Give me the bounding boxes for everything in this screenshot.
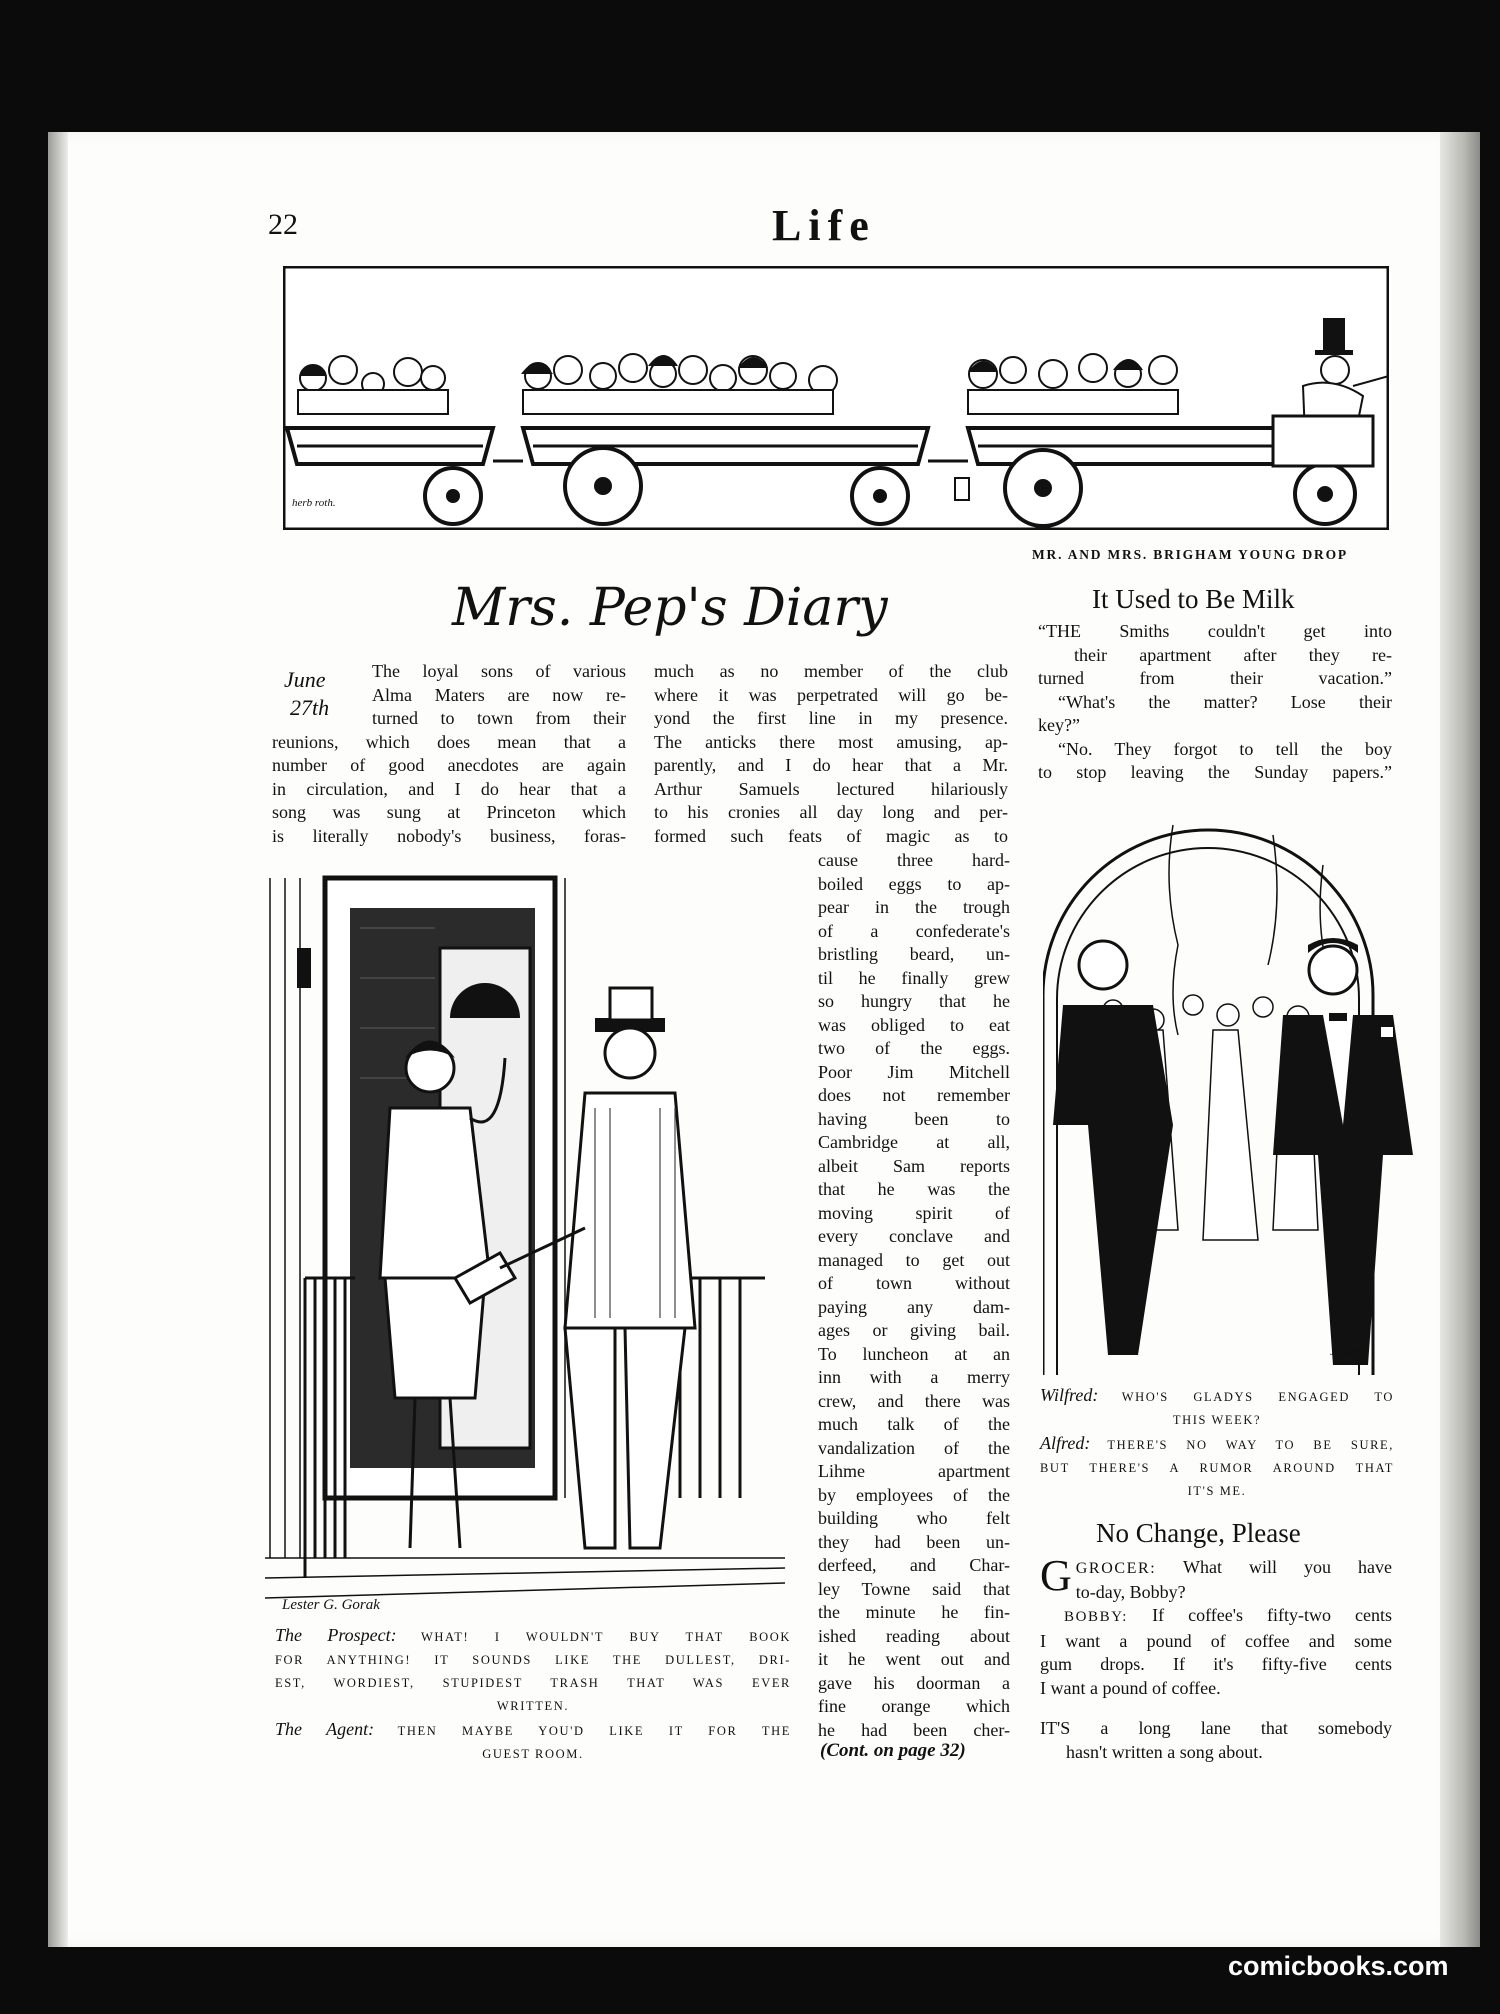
- diary-line: two of the eggs.: [818, 1038, 1010, 1058]
- diary-line: turned to town from their: [372, 708, 626, 728]
- prospect-line: WRITTEN.: [496, 1699, 570, 1713]
- milk-line: to stop leaving the Sunday papers.”: [1038, 762, 1392, 782]
- diary-line: much talk of the: [818, 1414, 1010, 1434]
- diary-line: it he went out and: [818, 1649, 1010, 1669]
- diary-title: Mrs. Pep's Diary: [452, 578, 888, 638]
- diary-line: is literally nobody's business, foras-: [272, 825, 626, 846]
- diary-line: crew, and there was: [818, 1390, 1010, 1411]
- diary-line: song was sung at Princeton which: [272, 802, 626, 822]
- milk-line: “THE Smiths couldn't get into: [1038, 621, 1392, 641]
- diary-line: yond the first line in my presence.: [654, 708, 1008, 728]
- alfred-line: BUT THERE'S A RUMOR AROUND THAT: [1040, 1461, 1394, 1475]
- no-change-title: No Change, Please: [1096, 1518, 1301, 1548]
- wilfred-line: WHO'S GLADYS ENGAGED TO: [1121, 1390, 1394, 1404]
- door-cartoon-signature: Lester G. Gorak: [282, 1597, 380, 1613]
- page-number: 22: [268, 208, 298, 241]
- diary-line: pear in the trough: [818, 897, 1010, 917]
- diary-column-2-top: [654, 660, 1008, 848]
- wagon-cartoon-caption: MR. AND MRS. BRIGHAM YOUNG DROP: [1032, 547, 1348, 562]
- wagon-cartoon-signature: herb roth.: [292, 497, 336, 509]
- diary-line: Poor Jim Mitchell: [818, 1061, 1010, 1082]
- diary-line: he had been cher-: [818, 1719, 1010, 1740]
- magazine-masthead: Life: [772, 201, 876, 250]
- grocer-line: What will you have: [1183, 1557, 1392, 1577]
- prospect-line: EST, WORDIEST, STUPIDEST TRASH THAT WAS EVER: [275, 1676, 791, 1690]
- diary-line: Lihme apartment: [818, 1461, 1010, 1481]
- diary-line: ages or giving bail.: [818, 1320, 1010, 1340]
- diary-line: parently, and I do hear that a Mr.: [654, 755, 1008, 775]
- diary-column-2-narrow: [818, 849, 1010, 1742]
- diary-line: til he finally grew: [818, 967, 1010, 988]
- diary-line: Arthur Samuels lectured hilariously: [654, 778, 1008, 799]
- diary-line: boiled eggs to ap-: [818, 873, 1010, 894]
- site-watermark: comicbooks.com: [1228, 1951, 1449, 1981]
- bobby-line: I want a pound of coffee.: [1040, 1677, 1221, 1698]
- diary-line: where it was perpetrated will go be-: [654, 684, 1008, 705]
- diary-line: does not remember: [818, 1085, 1010, 1105]
- milk-line: “No. They forgot to tell the boy: [1058, 738, 1392, 759]
- diary-line: they had been un-: [818, 1531, 1010, 1552]
- diary-date-month: June: [284, 667, 326, 692]
- wilfred-line: THIS WEEK?: [1172, 1413, 1262, 1427]
- diary-line: that he was the: [818, 1179, 1010, 1199]
- diary-line: derfeed, and Char-: [818, 1555, 1010, 1575]
- dance-cartoon-caption: [1040, 1384, 1394, 1503]
- diary-line: number of good anecdotes are again: [272, 755, 626, 775]
- agent-line: GUEST ROOM.: [482, 1747, 584, 1761]
- diary-line: fine orange which: [818, 1696, 1010, 1716]
- milk-joke: [1038, 620, 1392, 785]
- alfred-speaker: Alfred:: [1040, 1433, 1091, 1453]
- diary-line: much as no member of the club: [654, 661, 1008, 681]
- milk-line: key?”: [1038, 715, 1080, 735]
- agent-speaker: The Agent:: [275, 1719, 375, 1739]
- diary-line: The loyal sons of various: [372, 661, 626, 681]
- bobby-line: If coffee's fifty-two cents: [1152, 1605, 1393, 1625]
- diary-date-day: 27th: [290, 695, 330, 720]
- wagon-cartoon: [283, 266, 1389, 530]
- diary-line: inn with a merry: [818, 1367, 1010, 1387]
- alfred-line: IT'S ME.: [1187, 1484, 1247, 1498]
- prospect-speaker: The Prospect:: [275, 1625, 397, 1645]
- grocer-label: GROCER:: [1075, 1560, 1157, 1577]
- diary-line: of town without: [818, 1273, 1010, 1293]
- wilfred-speaker: Wilfred:: [1040, 1385, 1099, 1405]
- grocer-dropcap: G: [1040, 1551, 1072, 1600]
- filler-line: IT'S a long lane that somebody: [1040, 1718, 1392, 1738]
- diary-line: paying any dam-: [818, 1296, 1010, 1317]
- diary-line: the minute he fin-: [818, 1602, 1010, 1622]
- diary-line: formed such feats of magic as to: [654, 825, 1008, 846]
- milk-title: It Used to Be Milk: [1092, 584, 1295, 614]
- diary-line: by employees of the: [818, 1484, 1010, 1505]
- diary-line: reunions, which does mean that a: [272, 731, 626, 752]
- diary-column-1: [272, 660, 626, 848]
- page-spine-shadow: [48, 132, 68, 1947]
- diary-line: to his cronies all day long and per-: [654, 802, 1008, 822]
- dance-cartoon: [1043, 795, 1455, 1375]
- bobby-label: BOBBY:: [1064, 1609, 1129, 1625]
- agent-line: THEN MAYBE YOU'D LIKE IT FOR THE: [397, 1724, 791, 1738]
- diary-line: bristling beard, un-: [818, 944, 1010, 964]
- prospect-line: WHAT! I WOULDN'T BUY THAT BOOK: [421, 1630, 792, 1644]
- diary-line: Cambridge at all,: [818, 1132, 1010, 1152]
- alfred-line: THERE'S NO WAY TO BE SURE,: [1107, 1438, 1394, 1452]
- bobby-line: gum drops. If it's fifty-five cents: [1040, 1654, 1392, 1674]
- door-cartoon: [265, 858, 795, 1618]
- diary-line: so hungry that he: [818, 991, 1010, 1011]
- diary-line: gave his doorman a: [818, 1672, 1010, 1693]
- diary-line: managed to get out: [818, 1249, 1010, 1270]
- diary-line: cause three hard-: [818, 850, 1010, 870]
- diary-line: Alma Maters are now re-: [372, 684, 626, 705]
- diary-line: moving spirit of: [818, 1202, 1010, 1223]
- door-cartoon-caption: [275, 1624, 791, 1766]
- no-change-joke: [1040, 1551, 1393, 1700]
- diary-line: was obliged to eat: [818, 1014, 1010, 1035]
- diary-line: vandalization of the: [818, 1437, 1010, 1458]
- bobby-line: I want a pound of coffee and some: [1040, 1630, 1392, 1651]
- filler-joke: [1040, 1717, 1392, 1764]
- diary-continued-note: (Cont. on page 32): [820, 1740, 966, 1761]
- diary-line: ley Towne said that: [818, 1578, 1010, 1599]
- diary-line: every conclave and: [818, 1226, 1010, 1246]
- grocer-line: to-day, Bobby?: [1075, 1581, 1186, 1602]
- diary-line: To luncheon at an: [818, 1343, 1010, 1364]
- milk-line: their apartment after they re-: [1074, 644, 1392, 665]
- milk-line: turned from their vacation.”: [1038, 668, 1392, 688]
- diary-line: The anticks there most amusing, ap-: [654, 731, 1008, 752]
- diary-line: in circulation, and I do hear that a: [272, 778, 626, 799]
- milk-line: “What's the matter? Lose their: [1058, 691, 1392, 712]
- diary-line: albeit Sam reports: [818, 1155, 1010, 1176]
- dance-cartoon-signature: J. Held: [1330, 1347, 1359, 1358]
- diary-line: of a confederate's: [818, 920, 1010, 941]
- filler-line: hasn't written a song about.: [1066, 1741, 1263, 1762]
- diary-line: building who felt: [818, 1508, 1010, 1528]
- prospect-line: FOR ANYTHING! IT SOUNDS LIKE THE DULLEST, DRI-: [275, 1653, 791, 1667]
- diary-line: ished reading about: [818, 1625, 1010, 1646]
- diary-line: having been to: [818, 1108, 1010, 1129]
